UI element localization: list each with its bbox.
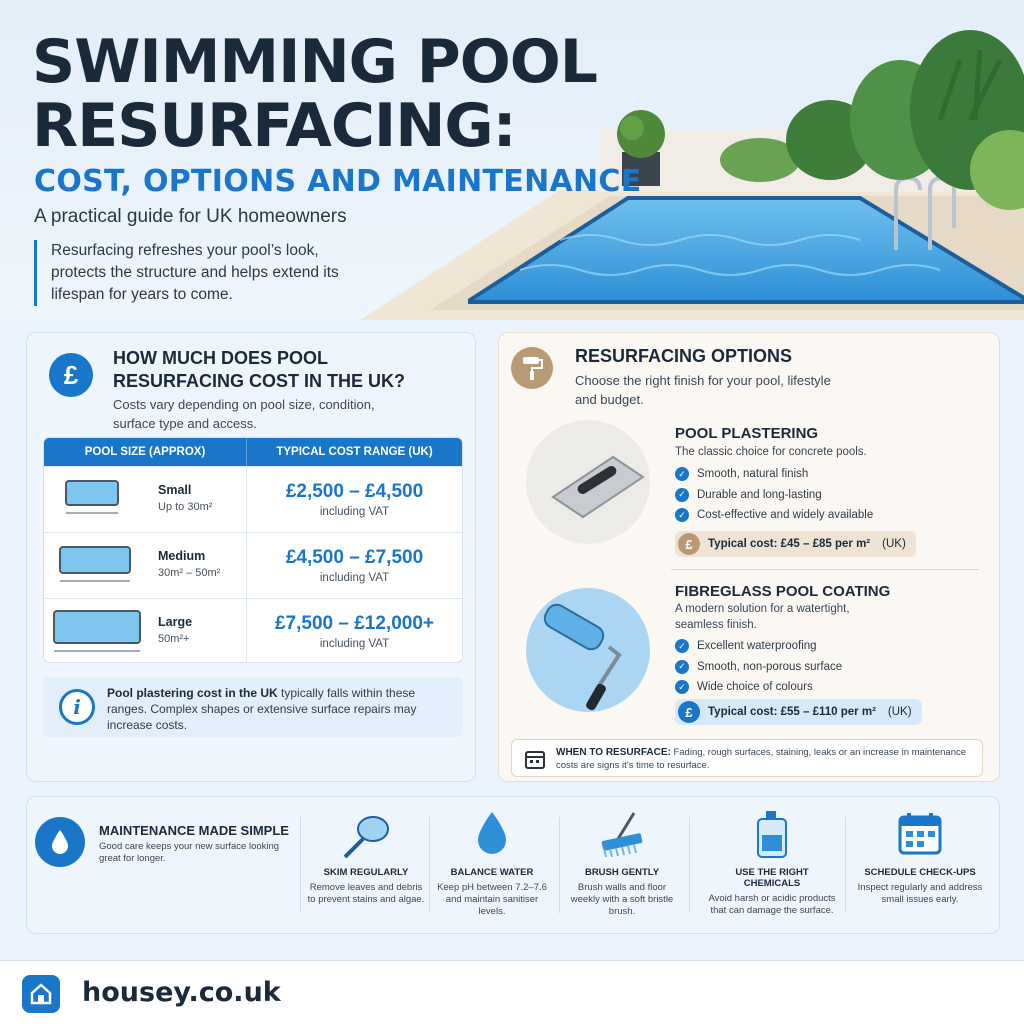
options-heading: RESURFACING OPTIONS [575,346,793,366]
check-icon: ✓ [675,467,689,481]
medium-pool-icon [56,543,136,587]
list-item: ✓ Cost-effective and widely available [675,505,873,526]
when-to-resurface-banner [511,739,983,777]
check-icon: ✓ [675,639,689,653]
chemical-bottle-icon [707,809,837,859]
check-icon: ✓ [675,680,689,694]
tip-checkups: SCHEDULE CHECK-UPS Inspect regularly and address small issues early. [857,809,983,906]
pound-coin-icon: £ [678,701,700,723]
divider [300,817,301,913]
price-range: £7,500 – £12,000+ [274,613,434,634]
table-row [44,466,462,532]
info-icon: i [59,689,95,725]
plastering-features [675,464,873,526]
size-area: Up to 30m² [158,501,213,513]
note-text: typically falls within these ranges. Complex shapes or extensive surface repairs may increase costs. [107,686,417,732]
note-bold: Pool plastering cost in the UK [107,686,278,700]
water-drop-icon [35,817,85,867]
vat-note: including VAT [319,638,390,650]
tagline: A practical guide for UK homeowners [34,206,347,227]
price-range: £4,500 – £7,500 [285,547,424,568]
paint-roller-icon [511,347,553,389]
brush-icon [563,809,681,859]
tip-brush: BRUSH GENTLY Brush walls and floor weekly with a soft bristle brush. [563,809,681,918]
house-logo-icon[interactable] [22,975,60,1013]
list-item: ✓ Smooth, non-porous surface [675,657,842,678]
divider [671,569,979,570]
list-item: ✓ Wide choice of colours [675,677,842,698]
divider [689,817,690,913]
divider [429,817,430,913]
cost-table [43,437,463,663]
vat-note: including VAT [319,572,390,584]
check-icon: ✓ [675,660,689,674]
fibreglass-title: FIBREGLASS POOL COATING [675,583,891,600]
site-link[interactable]: housey.co.uk [82,977,281,1008]
size-area: 30m² – 50m² [158,567,221,579]
page-title: SWIMMING POOL RESURFACING: [32,27,598,161]
check-icon: ✓ [675,508,689,522]
size-label: Small [158,483,192,497]
plastering-cost-badge: £ Typical cost: £45 – £85 per m² (UK) [675,531,916,557]
when-text: Fading, rough surfaces, staining, leaks or an increase in maintenance costs are signs it’s time to resurface. [556,747,967,771]
intro-text: Resurfacing refreshes your pool’s look, protects the structure and helps extend its lifespan for years to come. [34,240,364,306]
table-row [44,598,462,663]
large-pool-icon [50,607,146,657]
cost-description: Costs vary depending on pool size, condition, surface type and access. [113,397,375,431]
tip-chemicals: USE THE RIGHT CHEMICALS Avoid harsh or acidic products that can damage the surface. [707,809,837,917]
cost-card [26,332,476,782]
size-label: Medium [158,549,206,563]
tip-balance: BALANCE WATER Keep pH between 7.2–7.6 and maintain sanitiser levels. [433,809,551,918]
drop-icon [433,809,551,859]
calendar-icon [857,809,983,859]
cost-heading: HOW MUCH DOES POOL RESURFACING COST IN THE UK? [113,348,406,391]
roller-image [513,585,663,715]
options-description: Choose the right finish for your pool, lifestyle and budget. [575,373,831,407]
divider [845,817,846,913]
footer [0,960,1024,1024]
fibreglass-features [675,636,842,698]
plastering-title: POOL PLASTERING [675,425,819,442]
tip-skim: SKIM REGULARLY Remove leaves and debris to prevent stains and algae. [307,809,425,906]
vat-note: including VAT [319,506,390,518]
trowel-image [513,417,663,547]
column-header-cost: TYPICAL COST RANGE (UK) [276,446,433,458]
maintenance-heading: MAINTENANCE MADE SIMPLE [99,823,289,838]
list-item: ✓ Smooth, natural finish [675,464,873,485]
column-header-size: POOL SIZE (APPROX) [44,438,247,466]
cost-note [43,677,463,737]
fibreglass-desc: A modern solution for a watertight, seamless finish. [675,603,850,631]
price-range: £2,500 – £4,500 [285,481,424,502]
page-subtitle: COST, OPTIONS AND MAINTENANCE [34,164,642,199]
small-pool-icon [62,477,122,517]
table-row [44,532,462,598]
list-item: ✓ Durable and long-lasting [675,485,873,506]
when-label: WHEN TO RESURFACE: [556,747,671,758]
maintenance-card [26,796,1000,934]
size-area: 50m²+ [158,633,190,645]
hero-section [0,0,1024,320]
table-header [44,438,462,466]
calendar-icon [524,748,546,770]
options-card [498,332,1000,782]
size-label: Large [158,615,193,629]
skimmer-net-icon [307,809,425,859]
list-item: ✓ Excellent waterproofing [675,636,842,657]
fibreglass-cost-badge: £ Typical cost: £55 – £110 per m² (UK) [675,699,922,725]
plastering-desc: The classic choice for concrete pools. [675,446,867,458]
maintenance-desc: Good care keeps your new surface looking great for longer. [99,841,280,864]
pound-icon: £ [49,353,93,397]
pound-coin-icon: £ [678,533,700,555]
divider [559,817,560,913]
check-icon: ✓ [675,488,689,502]
